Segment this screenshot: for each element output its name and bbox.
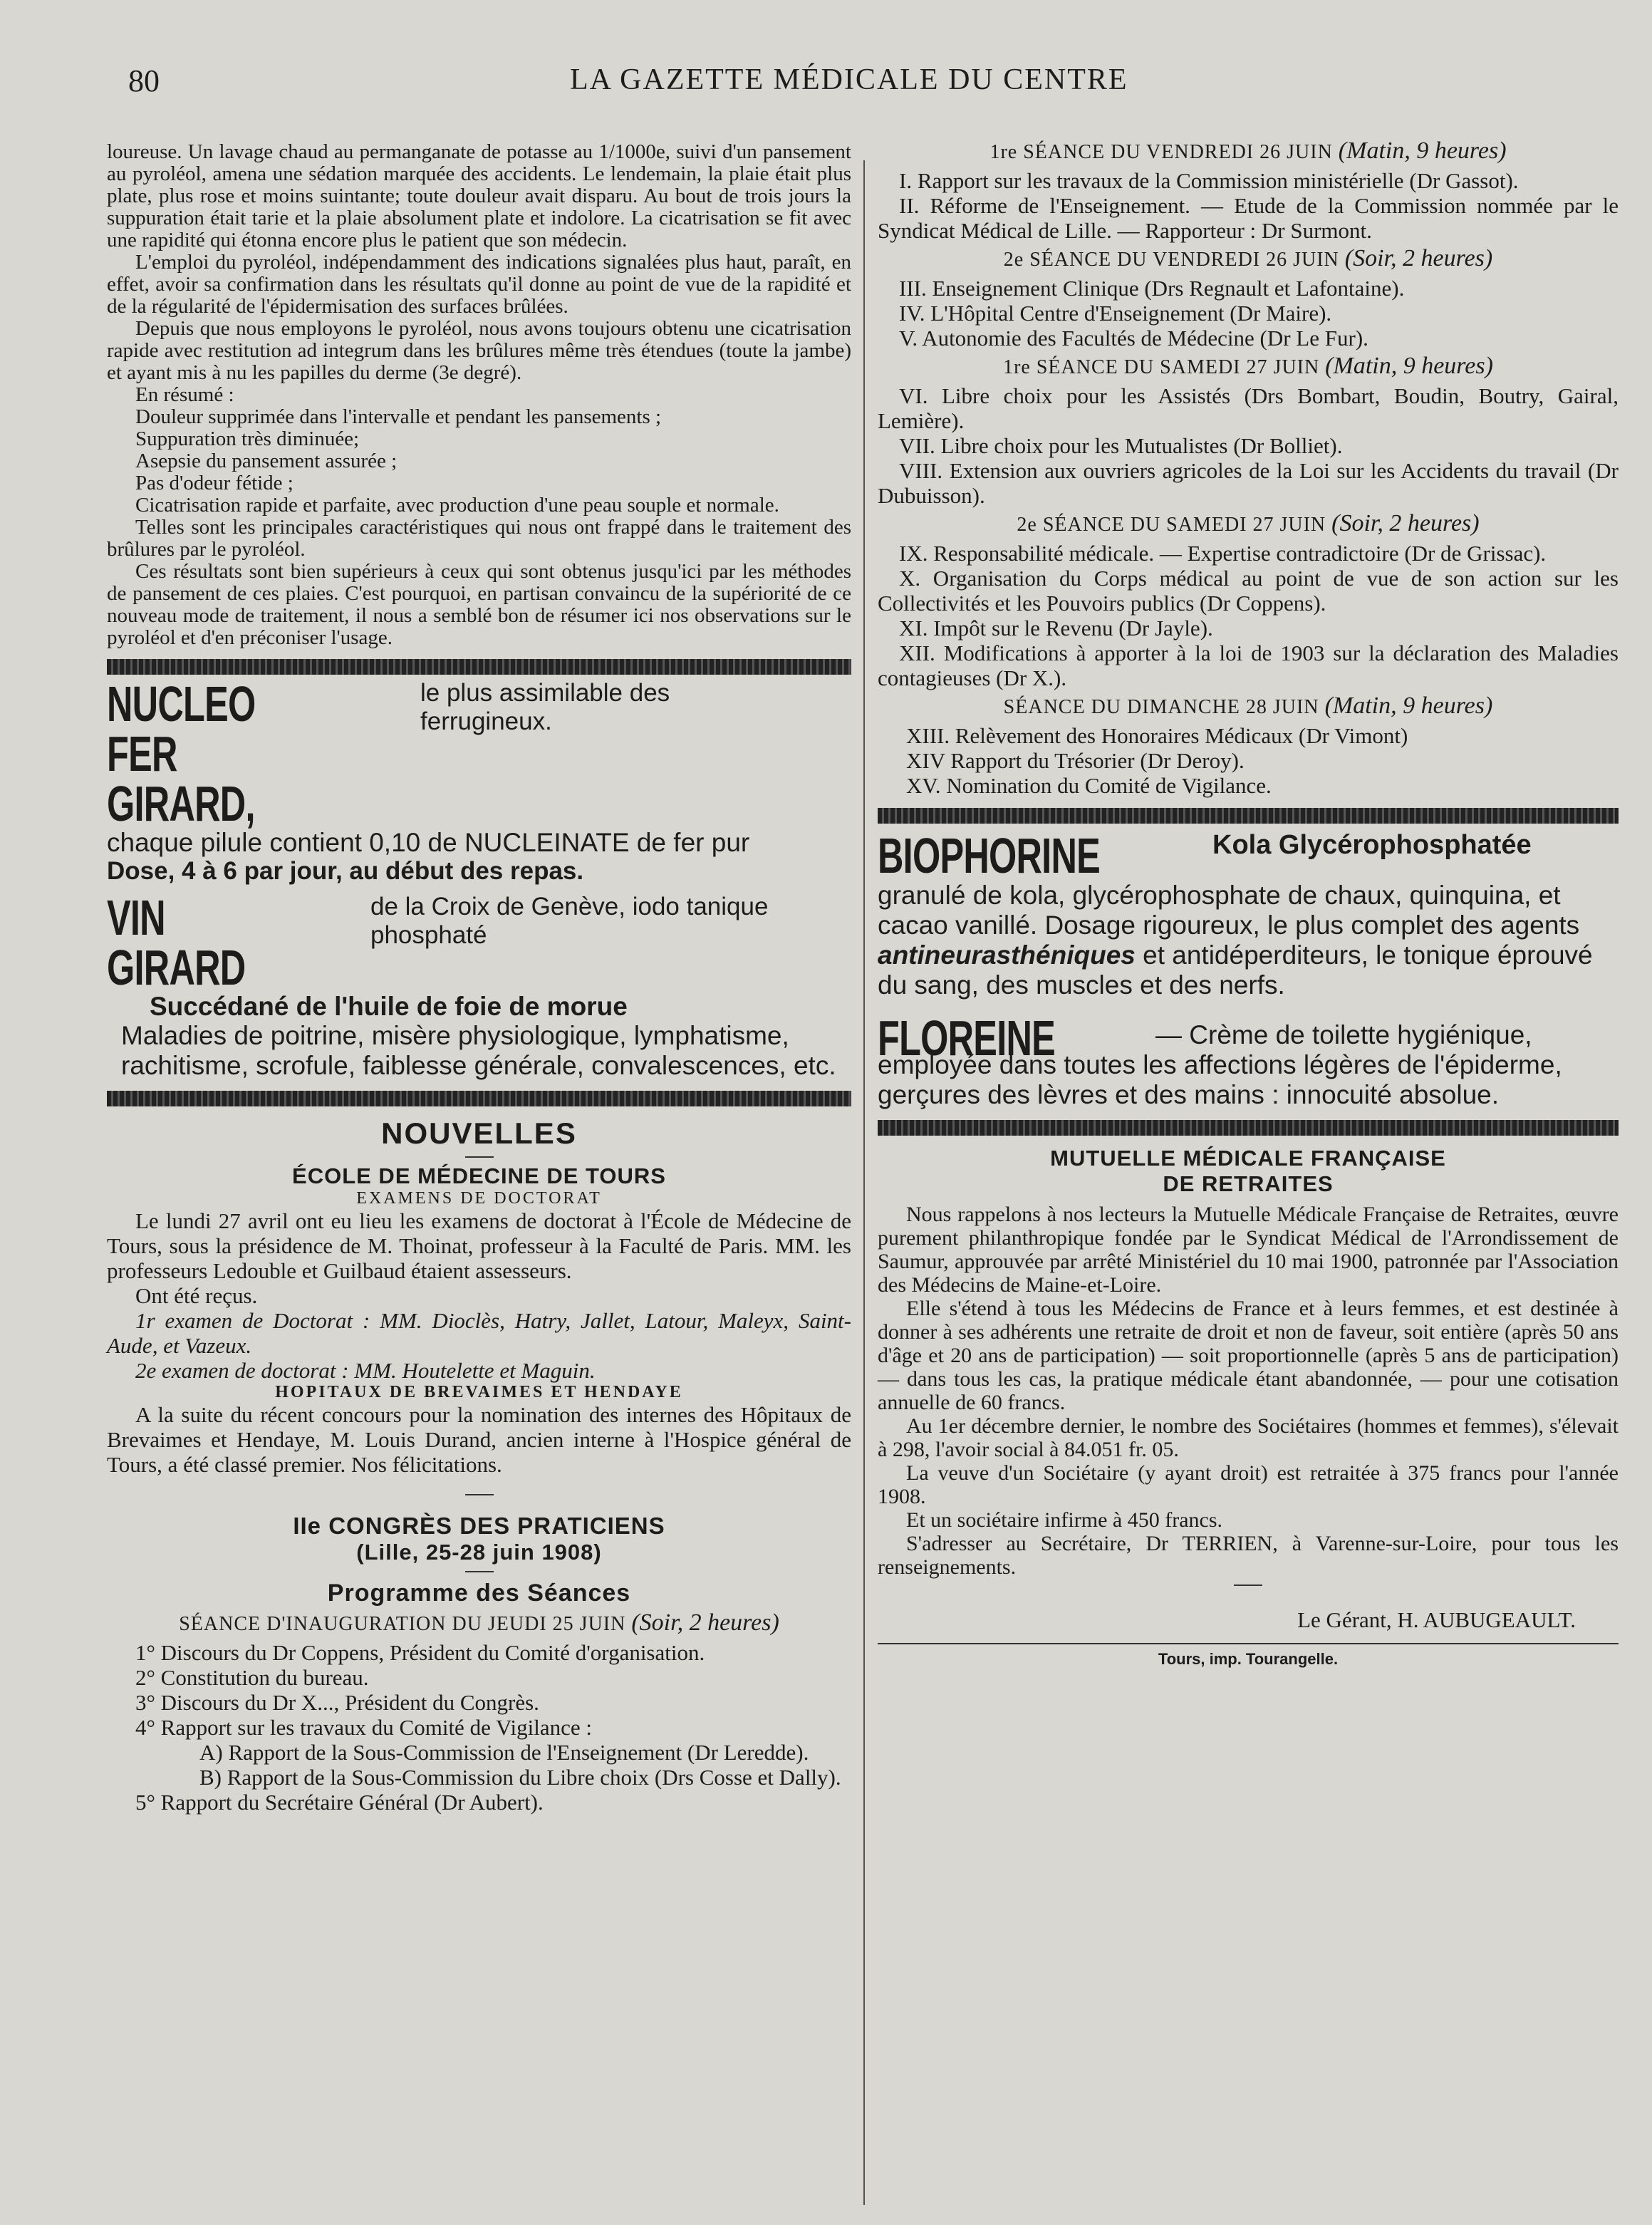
seance-title: 1re SÉANCE DU SAMEDI 27 JUIN <box>1003 356 1320 378</box>
separator-rule <box>878 1120 1619 1136</box>
seance-time: (Matin, 9 heures) <box>1324 693 1493 719</box>
session-block <box>878 243 1619 351</box>
seance-time: (Matin, 9 heures) <box>1338 138 1507 164</box>
ad-body-wrap <box>878 881 1619 1000</box>
mutuelle-paragraph: Elle s'étend à tous les Médecins de France et à leurs femmes, et est destinée à donner à ses adhérents une retraite de droit et non de faveur, soit entière (après 50 ans d'âge et 20 ans de participation) — soit proportionnelle (après 5 ans de participation) — dans tous les cas, la pratique médicale étant abandonnée, — pour une cotisation annuelle de 60 francs. <box>878 1297 1619 1414</box>
page-header <box>128 63 1610 103</box>
ad-brand: NUCLEO FER GIRARD, <box>107 676 256 831</box>
mutuelle-paragraph: Au 1er décembre dernier, le nombre des Sociétaires (hommes et femmes), s'élevait à 298, l'avoir social à 84.051 fr. 05. <box>878 1414 1619 1461</box>
ad-vin-girard <box>107 890 851 1081</box>
ad-line: Dose, 4 à 6 par jour, au début des repas. <box>107 857 584 885</box>
news-paragraph: 1r examen de Doctorat : MM. Dioclès, Hatry, Jallet, Latour, Maleyx, Saint-Aude, et Vazeux. <box>107 1308 851 1358</box>
resume-item: Douleur supprimée dans l'intervalle et pendant les pansements ; <box>135 405 662 428</box>
seance-title: SÉANCE DU DIMANCHE 28 JUIN <box>1003 696 1319 718</box>
session-block <box>878 351 1619 508</box>
separator-rule <box>107 659 851 675</box>
seance-time: (Soir, 2 heures) <box>631 1609 779 1636</box>
session-item: XII. Modifications à apporter à la loi de 1903 sur la déclaration des Maladies contagieuses (Dr X.). <box>878 640 1619 690</box>
article-paragraph: Depuis que nous employons le pyroléol, nous avons toujours obtenu une cicatrisation rapide avec restitution ad integrum dans les brûlures même très étendues (toute la jambe) et ayant mis à nu les papilles du derme (3e degré). <box>107 317 851 384</box>
resume-item: Pas d'odeur fétide ; <box>135 472 293 494</box>
seance-time: (Soir, 2 heures) <box>1344 245 1493 271</box>
nouvelles-heading: NOUVELLES <box>381 1116 577 1150</box>
ad-body-italic: antineurasthéniques <box>878 940 1136 970</box>
resume-item: Cicatrisation rapide et parfaite, avec production d'une peau souple et normale. <box>135 494 779 517</box>
ad-line: chaque pilule contient 0,10 de NUCLEINATE de fer pur <box>107 828 750 857</box>
news-paragraph: Le lundi 27 avril ont eu lieu les examens de doctorat à l'École de Médecine de Tours, sous la présidence de M. Thoinat, professeur à la Faculté de Paris. MM. les professeurs Ledouble et Guilbaud étaient assesseurs. <box>107 1208 851 1283</box>
session-item: IV. L'Hôpital Centre d'Enseignement (Dr Maire). <box>899 301 1332 326</box>
session-item: II. Réforme de l'Enseignement. — Etude de la Commission nommée par le Syndicat Médical de Lille. — Rapporteur : Dr Surmont. <box>878 193 1619 243</box>
resume-item: Asepsie du pansement assurée ; <box>135 450 398 472</box>
dash-divider <box>1234 1585 1262 1586</box>
page-number: 80 <box>128 63 160 98</box>
programme-item: B) Rapport de la Sous-Commission du Libre choix (Drs Cosse et Dally). <box>199 1765 841 1790</box>
ad-side-text: le plus assimilable des ferrugineux. <box>420 679 670 735</box>
seance-title: 2e SÉANCE DU VENDREDI 26 JUIN <box>1003 249 1339 271</box>
ad-body: — Crème de toilette hygiénique, employée dans toutes les affections légères de l'épiderme, gerçures des lèvres et des mains : innocuité absolue. <box>878 1020 1562 1109</box>
ad-tagline: Succédané de l'huile de foie de morue <box>150 992 628 1021</box>
seance-title: SÉANCE D'INAUGURATION DU JEUDI 25 JUIN <box>179 1613 626 1635</box>
ad-side-text: Kola Glycérophosphatée <box>1212 830 1532 860</box>
session-item: XIV Rapport du Trésorier (Dr Deroy). <box>906 748 1245 773</box>
congres-subheading: (Lille, 25-28 juin 1908) <box>356 1540 602 1565</box>
session-item: VII. Libre choix pour les Mutualistes (Dr Bolliet). <box>899 433 1343 458</box>
seance-heading <box>107 1607 851 1640</box>
pyroleol-article <box>107 141 851 649</box>
seance-title: 1re SÉANCE DU VENDREDI 26 JUIN <box>989 141 1333 163</box>
seance-time: (Soir, 2 heures) <box>1331 510 1480 536</box>
ad-floreine <box>878 1010 1619 1110</box>
news-paragraph: A la suite du récent concours pour la nomination des internes des Hôpitaux de Brevaimes et Hendaye, M. Louis Durand, ancien interne à l'Hospice général de Tours, a été classé premier. Nos félicitations. <box>107 1402 851 1477</box>
column-divider <box>863 160 865 2205</box>
mutuelle-heading: MUTUELLE MÉDICALE FRANÇAISE <box>1050 1146 1446 1171</box>
session-item: XIII. Relèvement des Honoraires Médicaux (Dr Vimont) <box>906 723 1408 748</box>
separator-rule <box>878 808 1619 824</box>
news-paragraph: Ont été reçus. <box>135 1283 258 1308</box>
mutuelle-subheading: DE RETRAITES <box>1163 1171 1334 1196</box>
right-column <box>878 135 1619 1669</box>
session-item: XV. Nomination du Comité de Vigilance. <box>906 773 1272 798</box>
dash-divider <box>465 1494 494 1495</box>
resume-item: Suppuration très diminuée; <box>135 427 360 450</box>
ecole-subheading: EXAMENS DE DOCTORAT <box>356 1189 602 1208</box>
programme-item: 2° Constitution du bureau. <box>135 1665 369 1690</box>
programme-item: A) Rapport de la Sous-Commission de l'Enseignement (Dr Leredde). <box>199 1740 809 1765</box>
session-item: VI. Libre choix pour les Assistés (Drs Bombart, Boudin, Boutry, Gairal, Lemière). <box>878 383 1619 433</box>
seance-time: (Matin, 9 heures) <box>1325 353 1493 379</box>
news-paragraph: 2e examen de doctorat : MM. Houtelette et Maguin. <box>135 1358 596 1383</box>
congres-heading: IIe CONGRÈS DES PRATICIENS <box>293 1513 665 1539</box>
programme-item: 5° Rapport du Secrétaire Général (Dr Aubert). <box>135 1790 544 1815</box>
ad-body: Maladies de poitrine, misère physiologique, lymphatisme, rachitisme, scrofule, faiblesse générale, convalescences, etc. <box>121 1021 836 1080</box>
programme-item: 3° Discours du Dr X..., Président du Congrès. <box>135 1690 539 1715</box>
mutuelle-paragraph: Et un sociétaire infirme à 450 francs. <box>906 1508 1222 1532</box>
seance-title: 2e SÉANCE DU SAMEDI 27 JUIN <box>1017 514 1326 536</box>
ad-body: granulé de kola, glycérophosphate de chaux, quinquina, et cacao vanillé. Dosage rigoureux, le plus complet des agents <box>878 881 1580 940</box>
ad-side-text: de la Croix de Genève, iodo tanique phosphaté <box>370 893 769 949</box>
article-paragraph: Telles sont les principales caractéristiques qui nous ont frappé dans le traitement des brûlures par le pyroléol. <box>107 516 851 561</box>
session-item: III. Enseignement Clinique (Drs Regnault et Lafontaine). <box>899 276 1405 301</box>
ad-body: et antidéperditeurs, le tonique éprouvé du sang, des muscles et des nerfs. <box>878 940 1593 1000</box>
ad-biophorine <box>878 828 1619 1000</box>
dash-divider <box>465 1571 494 1572</box>
footer-rule <box>878 1643 1619 1644</box>
mutuelle-paragraph: S'adresser au Secrétaire, Dr TERRIEN, à Varenne-sur-Loire, pour tous les renseignements. <box>878 1532 1619 1579</box>
printer-credit: Tours, imp. Tourangelle. <box>1158 1650 1339 1668</box>
ad-brand: VIN GIRARD <box>107 890 246 995</box>
separator-rule <box>107 1091 851 1106</box>
article-paragraph: loureuse. Un lavage chaud au permanganate de potasse au 1/1000e, suivi d'un pansement au pyroléol, amena une sédation marquée des accidents. Le lendemain, la plaie était plus plate, plus rose et moins suintante; toute douleur avait disparu. Au bout de trois jours la suppuration était tarie et la plaie absolument plate et indolore. La cicatrisation se fit avec une rapidité qui étonna encore plus le patient que son médecin. <box>107 140 851 251</box>
programme-heading: Programme des Séances <box>327 1580 631 1607</box>
session-item: X. Organisation du Corps médical au point de vue de son action sur les Collectivités et les Pouvoirs publics (Dr Coppens). <box>878 566 1619 616</box>
ad-brand: BIOPHORINE <box>878 828 1101 883</box>
journal-title: LA GAZETTE MÉDICALE DU CENTRE <box>570 63 1128 96</box>
session-item: I. Rapport sur les travaux de la Commission ministérielle (Dr Gassot). <box>899 168 1519 193</box>
article-paragraph: Ces résultats sont bien supérieurs à ceux qui sont obtenus jusqu'ici par les méthodes de pansement de ces plaies. C'est pourquoi, en partisan convaincu de la supériorité de ce nouveau mode de traitement, il nous a semblé bon de résumer ici nos observations sur le pyroléol et d'en préconiser l'usage. <box>107 560 851 649</box>
hopitaux-heading: HOPITAUX DE BREVAIMES ET HENDAYE <box>275 1383 683 1401</box>
ad-brand: FLOREINE <box>878 1010 1056 1066</box>
programme-item: 4° Rapport sur les travaux du Comité de Vigilance : <box>135 1715 593 1740</box>
session-block <box>878 135 1619 243</box>
session-block <box>878 508 1619 690</box>
left-column <box>107 141 851 1815</box>
session-item: XI. Impôt sur le Revenu (Dr Jayle). <box>899 616 1213 640</box>
session-item: IX. Responsabilité médicale. — Expertise contradictoire (Dr de Grissac). <box>899 541 1547 566</box>
session-item: V. Autonomie des Facultés de Médecine (Dr Le Fur). <box>899 326 1368 351</box>
programme-item: 1° Discours du Dr Coppens, Président du Comité d'organisation. <box>135 1640 705 1665</box>
article-paragraph: En résumé : <box>135 383 234 406</box>
session-block <box>878 690 1619 798</box>
ad-nucleo-fer-girard <box>107 676 851 886</box>
gerant-signature: Le Gérant, H. AUBUGEAULT. <box>1297 1607 1576 1632</box>
dash-divider <box>465 1156 494 1158</box>
ecole-heading: ÉCOLE DE MÉDECINE DE TOURS <box>292 1163 666 1188</box>
article-paragraph: L'emploi du pyroléol, indépendamment des indications signalées plus haut, paraît, en effet, avoir sa confirmation dans les résultats qu'il donne au point de vue de la rapidité et de la régularité de l'épidermisation des surfaces brûlées. <box>107 251 851 318</box>
mutuelle-paragraph: Nous rappelons à nos lecteurs la Mutuelle Médicale Française de Retraites, œuvre purement philanthropique fondée par le Syndicat Médical de l'Arrondissement de Saumur, approuvée par arrêté Ministériel du 10 mai 1900, patronnée par l'Association des Médecins de Maine-et-Loire. <box>878 1203 1619 1297</box>
mutuelle-paragraph: La veuve d'un Sociétaire (y ayant droit) est retraitée à 375 francs pour l'année 1908. <box>878 1461 1619 1508</box>
session-item: VIII. Extension aux ouvriers agricoles de la Loi sur les Accidents du travail (Dr Dubuisson). <box>878 458 1619 508</box>
